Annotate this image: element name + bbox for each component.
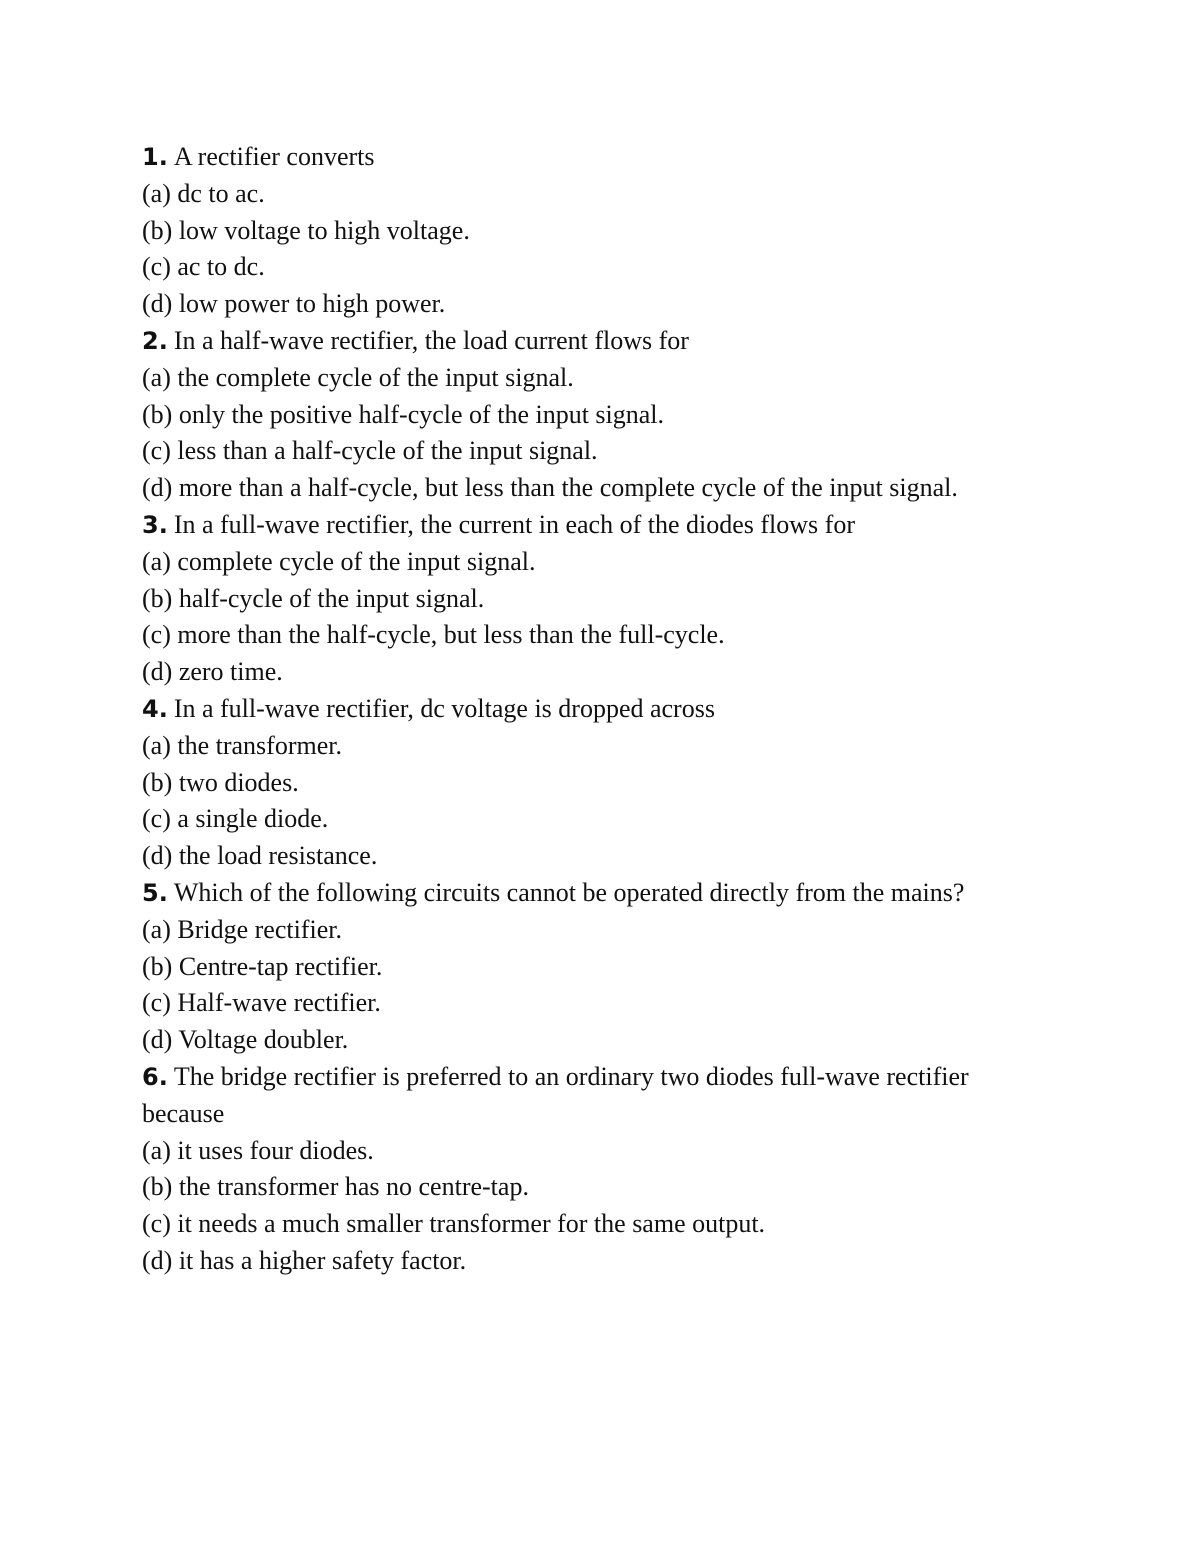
answer-option: (d) zero time. [142,657,283,687]
question-number: 3. [142,510,168,539]
answer-option: (b) the transformer has no centre-tap. [142,1172,529,1202]
answer-option: (d) Voltage doubler. [142,1025,349,1055]
answer-option: (b) only the positive half-cycle of the input signal. [142,399,665,429]
answer-option: (a) complete cycle of the input signal. [142,546,536,576]
answer-option: (d) the load resistance. [142,841,378,871]
answer-option: (c) ac to dc. [142,252,265,282]
question-stem [142,323,1002,360]
question-number: 6. [142,1062,168,1091]
answer-option: (c) it needs a much smaller transformer for the same output. [142,1209,766,1239]
question-text-continuation: because [142,1098,225,1128]
question-number: 4. [142,694,168,723]
question-stem [142,1059,1002,1096]
question-sheet [142,139,1002,1280]
question-block [142,691,1002,875]
question-stem [142,875,1002,912]
question-block [142,507,1002,691]
question-block [142,1059,1002,1280]
answer-option: (a) it uses four diodes. [142,1135,374,1165]
answer-option: (c) less than a half-cycle of the input signal. [142,436,598,466]
question-text: A rectifier converts [173,142,375,171]
answer-option: (d) low power to high power. [142,289,446,319]
question-text: In a full-wave rectifier, dc voltage is dropped across [173,693,715,723]
answer-option: (c) Half-wave rectifier. [142,988,381,1018]
question-block [142,139,1002,323]
question-text: In a full-wave rectifier, the current in each of the diodes flows for [173,509,855,539]
answer-option: (b) two diodes. [142,767,299,797]
question-block [142,875,1002,1059]
question-text: In a half-wave rectifier, the load current flows for [173,325,689,355]
answer-option: (b) Centre-tap rectifier. [142,951,383,981]
question-stem [142,507,1002,544]
answer-option: (b) half-cycle of the input signal. [142,583,485,613]
answer-option: (d) it has a higher safety factor. [142,1245,467,1275]
question-number: 5. [142,878,168,907]
answer-option: (b) low voltage to high voltage. [142,215,470,245]
question-block [142,323,1002,507]
answer-option: (a) the complete cycle of the input signal. [142,362,574,392]
answer-option: (a) dc to ac. [142,178,265,208]
question-text: The bridge rectifier is preferred to an ordinary two diodes full-wave rectifier [173,1061,969,1091]
answer-option: (a) the transformer. [142,730,342,760]
question-stem [142,691,1002,728]
answer-option: (d) more than a half-cycle, but less than the complete cycle of the input signal. [142,473,958,503]
answer-option: (c) more than the half-cycle, but less than the full-cycle. [142,620,725,650]
answer-option: (a) Bridge rectifier. [142,914,342,944]
question-number: 1. [142,143,168,171]
question-number: 2. [142,326,168,355]
question-text: Which of the following circuits cannot be operated directly from the mains? [173,877,965,907]
answer-option: (c) a single diode. [142,804,329,834]
question-stem [142,139,1002,176]
